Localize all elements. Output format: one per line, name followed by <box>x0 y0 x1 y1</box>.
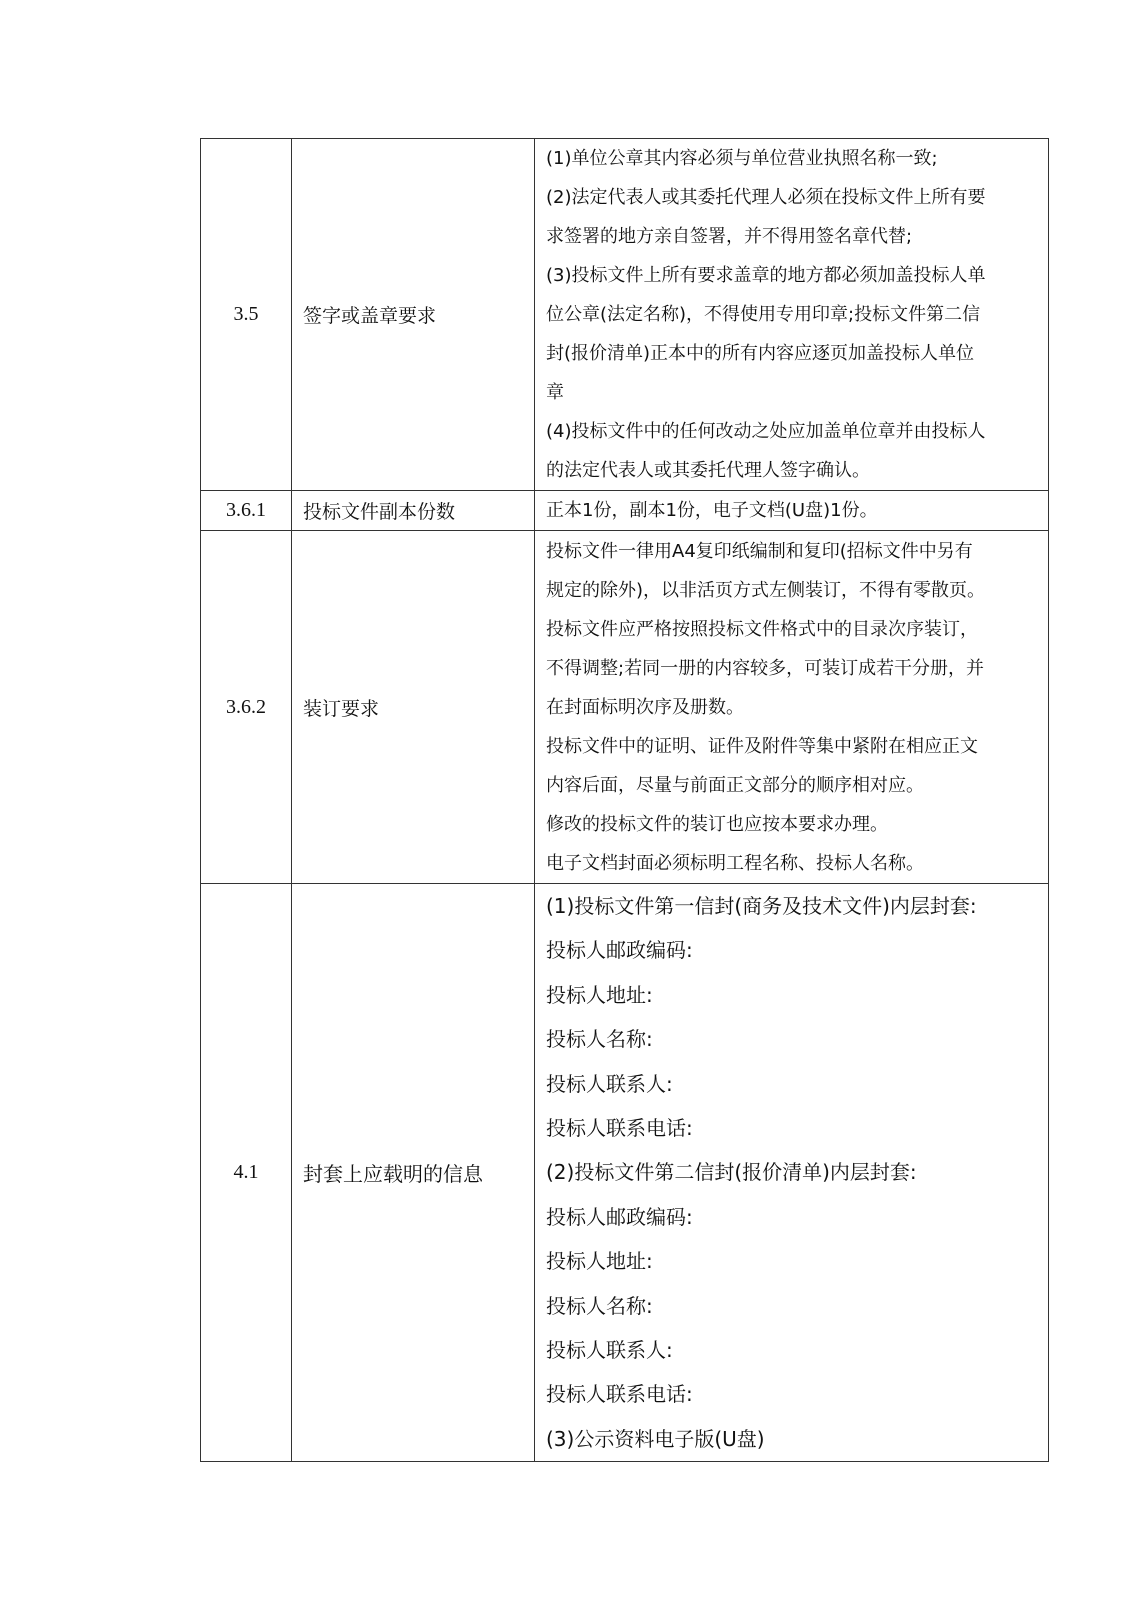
content-line: (2)投标文件第二信封(报价清单)内层封套: <box>546 1160 917 1185</box>
clause-number: 3.6.1 <box>201 491 292 531</box>
content-line: 封(报价清单)正本中的所有内容应逐页加盖投标人单位 <box>546 343 975 364</box>
content-line: (1)单位公章其内容必须与单位营业执照名称一致; <box>546 148 938 169</box>
clause-number: 3.5 <box>201 139 292 491</box>
requirements-table <box>200 138 1049 1462</box>
content-line: (3)投标文件上所有要求盖章的地方都必须加盖投标人单 <box>546 265 986 286</box>
clause-item: 投标文件副本份数 <box>292 491 535 531</box>
clause-item: 装订要求 <box>292 531 535 884</box>
table-row-3-5 <box>201 139 1049 491</box>
content-line: (4)投标文件中的任何改动之处应加盖单位章并由投标人 <box>546 421 986 442</box>
content-line: 求签署的地方亲自签署，并不得用签名章代替; <box>546 226 913 247</box>
clause-content <box>535 884 1049 1462</box>
content-line: 规定的除外)，以非活页方式左侧装订，不得有零散页。 <box>546 579 986 601</box>
content-line: 投标人邮政编码: <box>546 938 693 963</box>
content-line: 的法定代表人或其委托代理人签字确认。 <box>546 460 870 481</box>
clause-number: 4.1 <box>201 884 292 1462</box>
content-line: 章 <box>546 382 564 403</box>
content-line: 电子文档封面必须标明工程名称、投标人名称。 <box>546 852 924 874</box>
content-line: (2)法定代表人或其委托代理人必须在投标文件上所有要 <box>546 187 986 208</box>
content-line: 投标人地址: <box>546 982 653 1007</box>
clause-item: 签字或盖章要求 <box>292 139 535 491</box>
content-line: 在封面标明次序及册数。 <box>546 696 744 718</box>
content-line: 修改的投标文件的装订也应按本要求办理。 <box>546 813 888 835</box>
clause-number: 3.6.2 <box>201 531 292 884</box>
content-line: 投标人联系电话: <box>546 1116 693 1141</box>
clause-item: 封套上应载明的信息 <box>292 884 535 1462</box>
content-line: 投标人联系人: <box>546 1338 673 1363</box>
content-line: 投标文件一律用A4复印纸编制和复印(招标文件中另有 <box>546 540 973 562</box>
content-line: 正本1份，副本1份，电子文档(U盘)1份。 <box>546 500 878 521</box>
content-line: 投标文件应严格按照投标文件格式中的目录次序装订， <box>546 618 978 640</box>
content-line: 内容后面，尽量与前面正文部分的顺序相对应。 <box>546 774 924 796</box>
table-row-4-1 <box>201 884 1049 1462</box>
clause-content <box>535 491 1049 531</box>
content-line: 投标人地址: <box>546 1249 653 1274</box>
content-line: (3)公示资料电子版(U盘) <box>546 1426 765 1451</box>
content-line: 投标文件中的证明、证件及附件等集中紧附在相应正文 <box>546 735 978 757</box>
content-line: 投标人名称: <box>546 1027 653 1052</box>
content-line: 投标人联系电话: <box>546 1382 693 1407</box>
content-line: 投标人邮政编码: <box>546 1204 693 1229</box>
content-line: 位公章(法定名称)，不得使用专用印章;投标文件第二信 <box>546 304 981 325</box>
table-row-3-6-1 <box>201 491 1049 531</box>
content-line: 不得调整;若同一册的内容较多，可装订成若干分册，并 <box>546 657 985 679</box>
clause-content <box>535 139 1049 491</box>
content-line: (1)投标文件第一信封(商务及技术文件)内层封套: <box>546 894 977 918</box>
content-line: 投标人联系人: <box>546 1071 673 1096</box>
content-line: 投标人名称: <box>546 1293 653 1318</box>
clause-content <box>535 531 1049 884</box>
table-row-3-6-2 <box>201 531 1049 884</box>
